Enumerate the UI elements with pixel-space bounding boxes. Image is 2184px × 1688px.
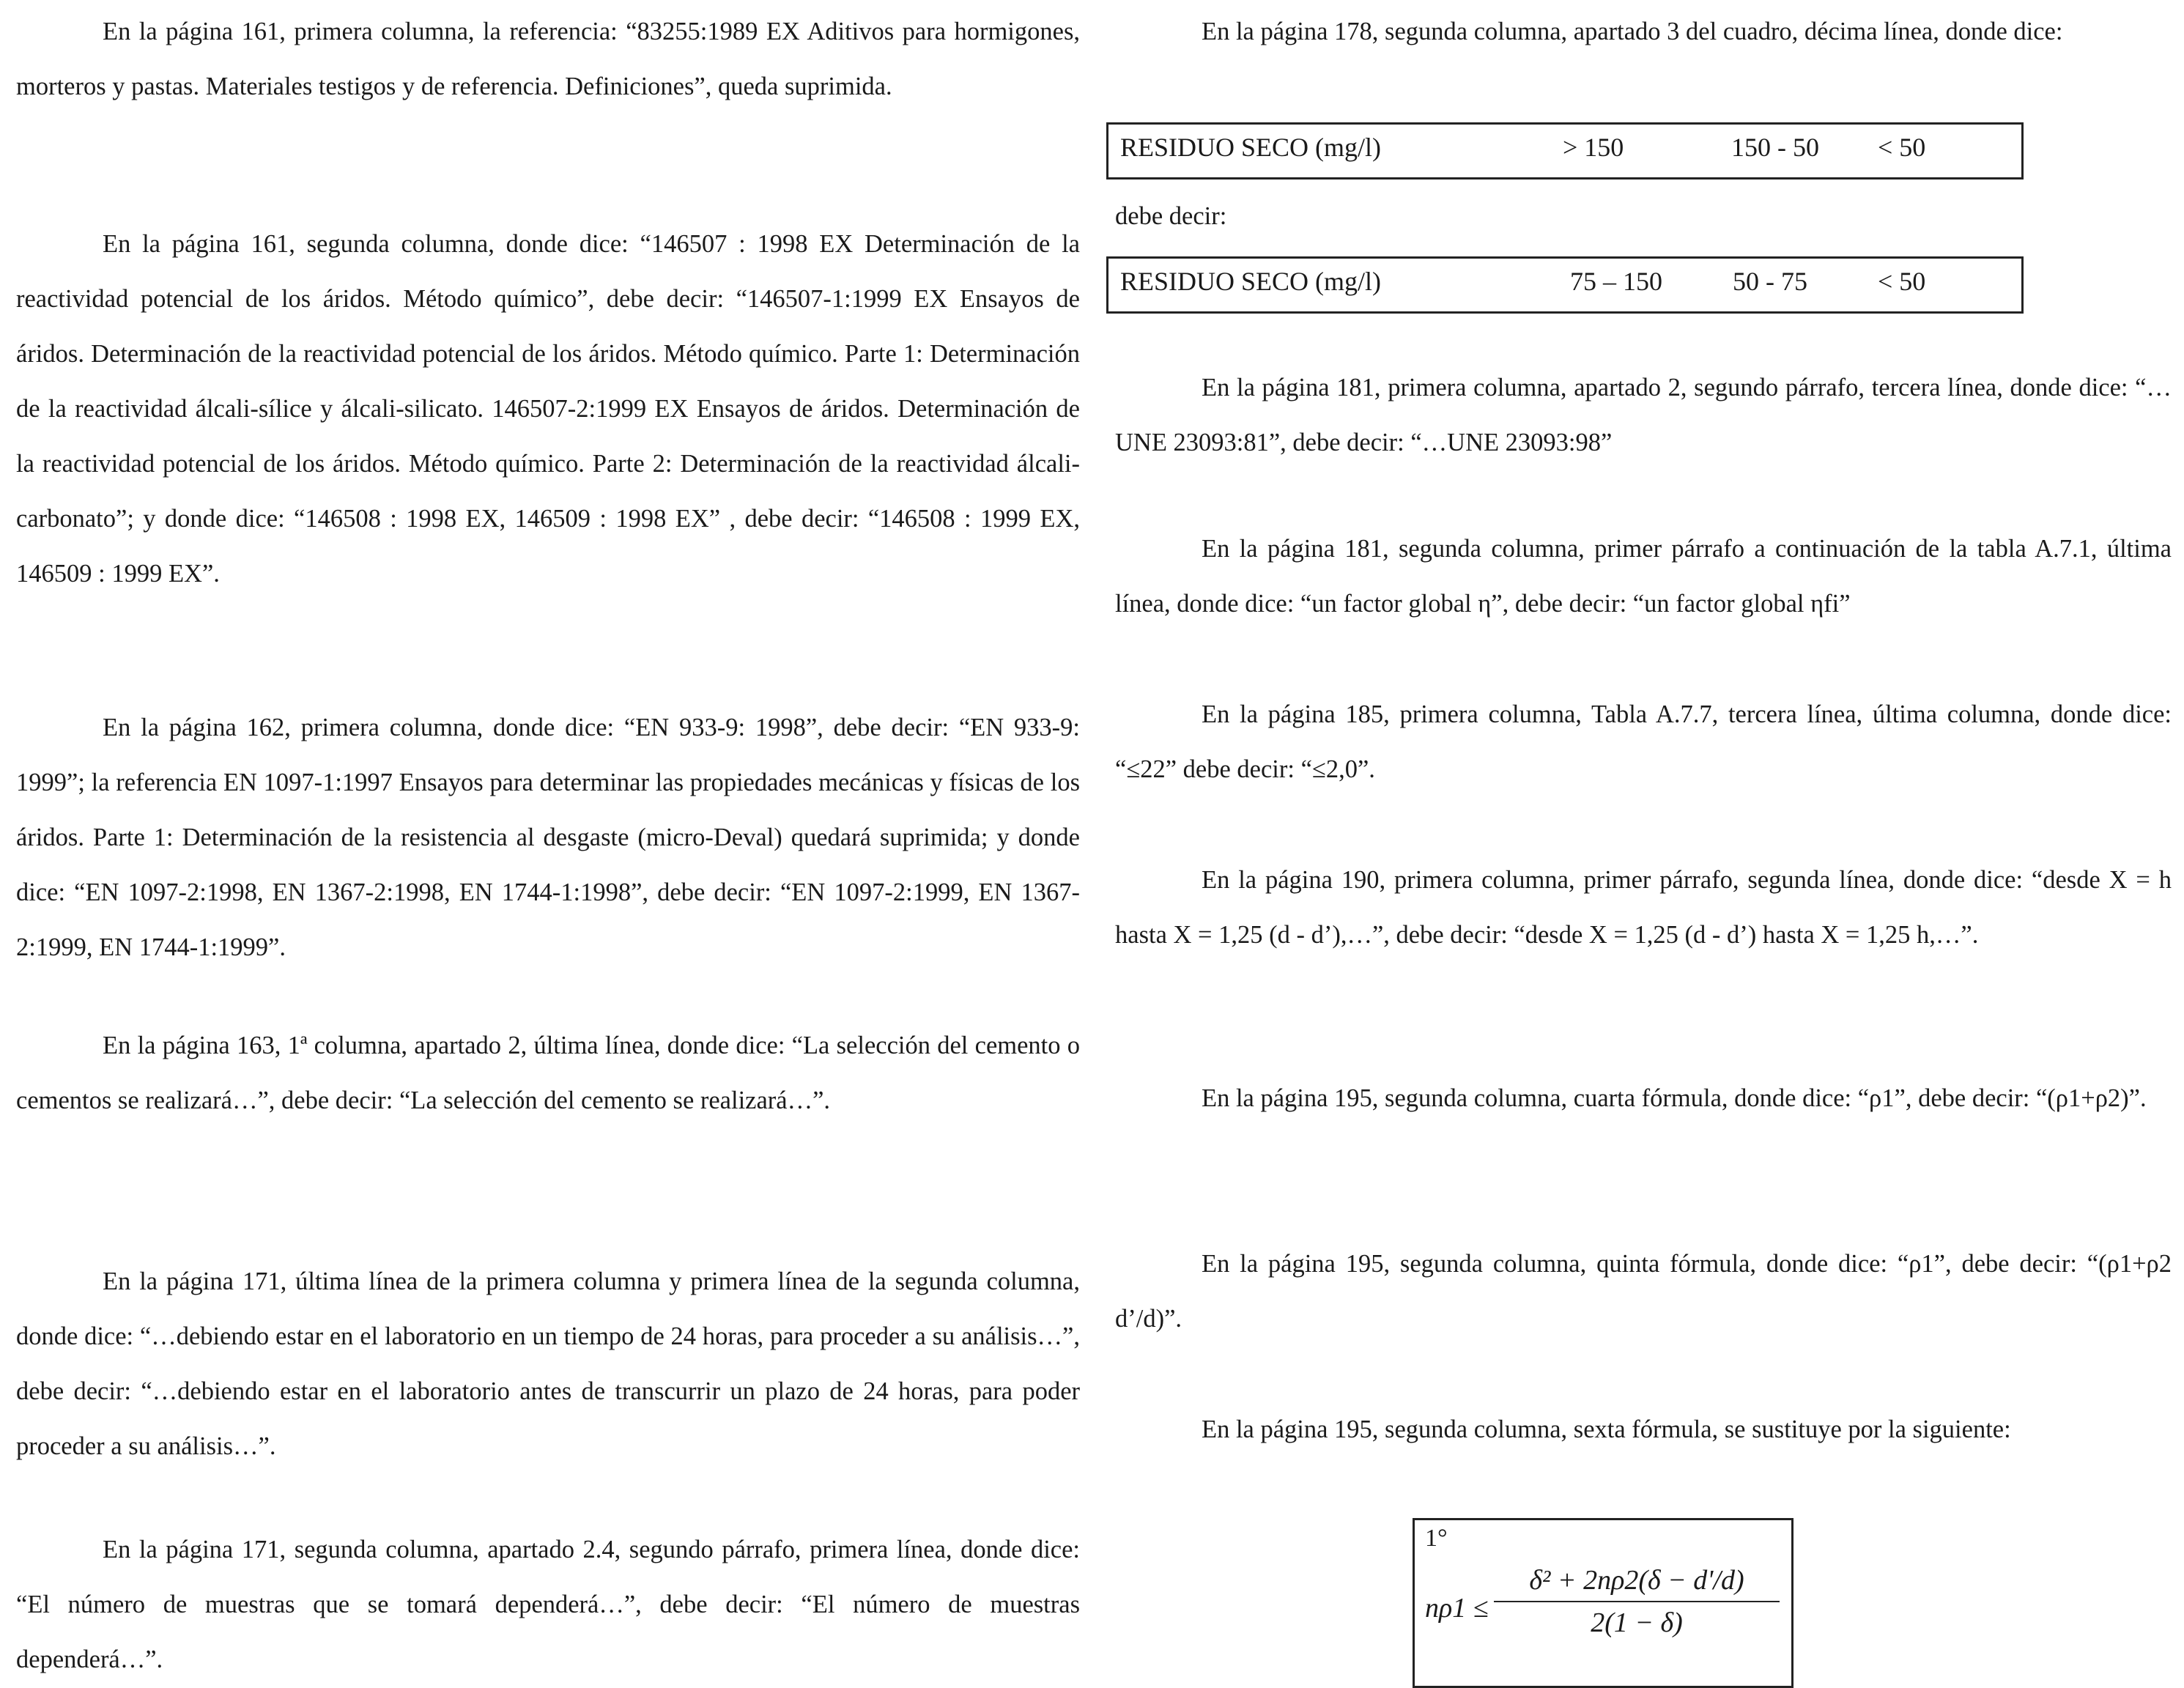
paragraph-p190: En la página 190, primera columna, primer párrafo, segunda línea, donde dice: “desde X = h hasta X = 1,25 (d - d’),…”, debe decir: “desde X = 1,25 (d - d’) hasta X = 1,25 h,…”.	[1115, 866, 2172, 949]
paragraph-p195-fifth: En la página 195, segunda columna, quinta fórmula, donde dice: “ρ1”, debe decir: “(ρ1+ρ2 d’/d)”.	[1115, 1250, 2172, 1333]
formula-label: 1°	[1425, 1525, 1448, 1552]
paragraph-p195-sixth: En la página 195, segunda columna, sexta fórmula, se sustituye por la siguiente:	[1202, 1415, 2011, 1443]
table-cell-label: RESIDUO SECO (mg/l)	[1120, 133, 1382, 162]
formula-box	[1413, 1518, 1794, 1688]
paragraph-p163: En la página 163, 1ª columna, apartado 2, última línea, donde dice: “La selección del cemento o cementos se realizará…”, debe decir: “La selección del cemento se realizará…”.	[16, 1032, 1080, 1114]
table-cell-low: < 50	[1878, 267, 1926, 296]
paragraph-p161-second: En la página 161, segunda columna, donde dice: “146507 : 1998 EX Determinación de la reactividad potencial de los áridos. Método químico”, debe decir: “146507-1:1999 EX Ensayos de áridos. Determinación de la reactividad potencial de los áridos. Método químico. Parte 1: Determinación de la reactividad álcali-sílice y álcali-silicato. 146507-2:1999 EX Ensayos de áridos. Determinación de la reactividad potencial de los áridos. Método químico. Parte 2: Determinación de la reactividad álcali-carbonato”; y donde dice: “146508 : 1998 EX, 146509 : 1998 EX” , debe decir: “146508 : 1999 EX, 146509 : 1999 EX”.	[16, 230, 1080, 588]
paragraph-p171-first: En la página 171, última línea de la primera columna y primera línea de la segunda columna, donde dice: “…debiendo estar en el laboratorio en un tiempo de 24 horas, para proceder a su análisis…”, debe decir: “…debiendo estar en el laboratorio antes de transcurrir un plazo de 24 horas, para poder proceder a su análisis…”.	[16, 1267, 1080, 1460]
paragraph-p171-second: En la página 171, segunda columna, apartado 2.4, segundo párrafo, primera línea, donde dice: “El número de muestras que se tomará dependerá…”, debe decir: “El número de muestras dependerá…”.	[16, 1536, 1080, 1673]
residuo-table-old	[1106, 122, 2024, 179]
formula-fraction	[1494, 1564, 1780, 1639]
table-cell-high: > 150	[1563, 133, 1624, 162]
paragraph-p195-fourth: En la página 195, segunda columna, cuarta fórmula, donde dice: “ρ1”, debe decir: “(ρ1+ρ2)”.	[1202, 1084, 2147, 1112]
paragraph-debe-decir: debe decir:	[1115, 202, 1227, 230]
formula-numerator: δ² + 2nρ2(δ − d'/d)	[1494, 1564, 1780, 1602]
paragraph-p181-second: En la página 181, segunda columna, primer párrafo a continuación de la tabla A.7.1, última línea, donde dice: “un factor global η”, debe decir: “un factor global ηfi”	[1115, 535, 2172, 618]
table-cell-high: 75 – 150	[1570, 267, 1662, 296]
paragraph-p161-first: En la página 161, primera columna, la referencia: “83255:1989 EX Aditivos para hormigones, morteros y pastas. Materiales testigos y de referencia. Definiciones”, queda suprimida.	[16, 18, 1080, 100]
paragraph-p181-first: En la página 181, primera columna, apartado 2, segundo párrafo, tercera línea, donde dice: “…UNE 23093:81”, debe decir: “…UNE 23093:98”	[1115, 374, 2172, 456]
paragraph-p178: En la página 178, segunda columna, apartado 3 del cuadro, décima línea, donde dice:	[1202, 18, 2063, 45]
table-cell-mid: 50 - 75	[1733, 267, 1807, 296]
formula-denominator: 2(1 − δ)	[1591, 1607, 1683, 1638]
paragraph-p185: En la página 185, primera columna, Tabla A.7.7, tercera línea, última columna, donde dice: “≤22” debe decir: “≤2,0”.	[1115, 700, 2172, 783]
paragraph-p162: En la página 162, primera columna, donde dice: “EN 933-9: 1998”, debe decir: “EN 933-9: 1999”; la referencia EN 1097-1:1997 Ensayos para determinar las propiedades mecánicas y físicas de los áridos. Parte 1: Determinación de la resistencia al desgaste (micro-Deval) quedará suprimida; y donde dice: “EN 1097-2:1998, EN 1367-2:1998, EN 1744-1:1998”, debe decir: “EN 1097-2:1999, EN 1367-2:1999, EN 1744-1:1999”.	[16, 714, 1080, 961]
formula-lhs: nρ1 ≤	[1425, 1593, 1489, 1624]
table-cell-mid: 150 - 50	[1731, 133, 1819, 162]
table-cell-low: < 50	[1878, 133, 1926, 162]
table-cell-label: RESIDUO SECO (mg/l)	[1120, 267, 1382, 296]
residuo-table-new	[1106, 256, 2024, 314]
